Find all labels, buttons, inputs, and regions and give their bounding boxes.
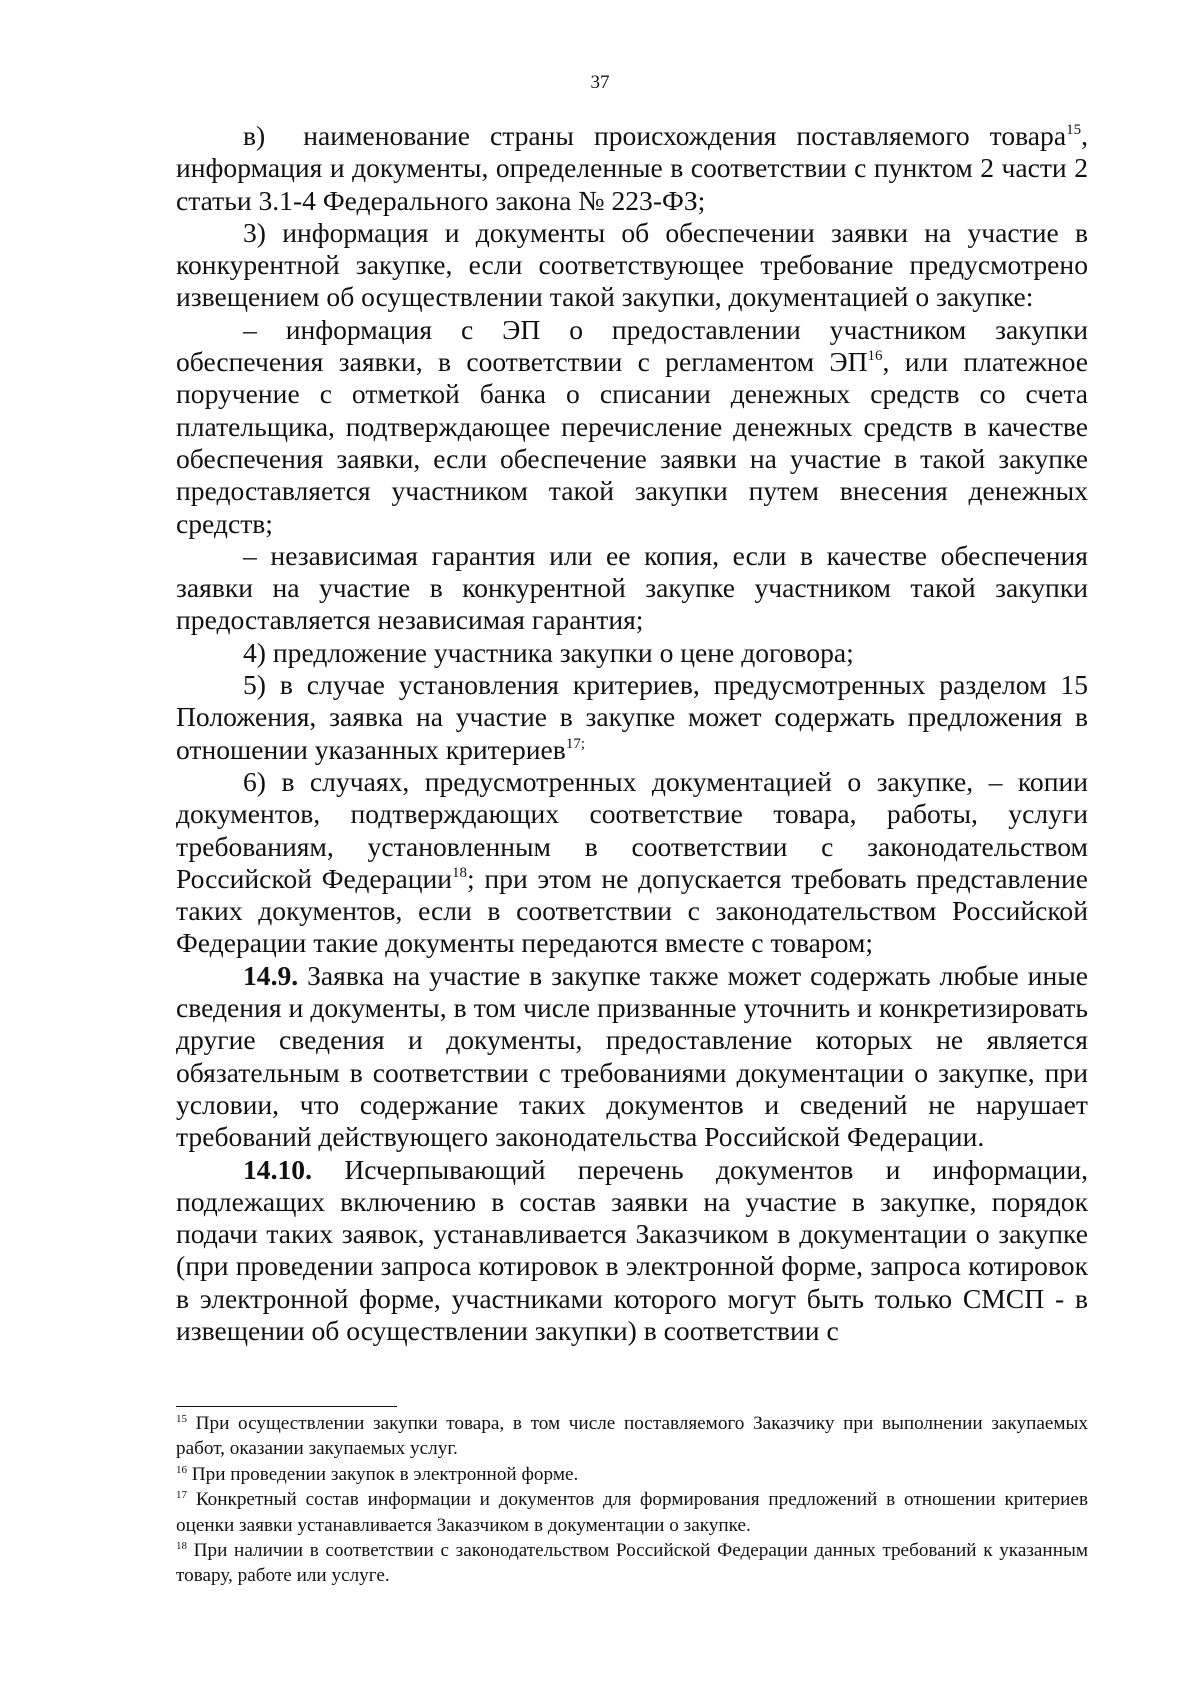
- footnote-16: [176, 1462, 1088, 1487]
- clause-14-10: [176, 1154, 1088, 1348]
- footnote-mark: 18: [176, 1540, 187, 1553]
- paragraph-3: [176, 217, 1088, 314]
- paragraph-4: [176, 637, 1088, 669]
- footnote-mark: 15: [176, 1413, 187, 1425]
- paragraph-text: 6) в случаях, предусмотренных документацией о закупке, – копии документов, подтверждающих соответствие товара, работы, услуги требованиям, установленным в соответствии с законодательством Российской Федерации: [176, 765, 1088, 894]
- clause-text: Исчерпывающий перечень документов и информации, подлежащих включению в состав заявки на участие в закупке, порядок подачи таких заявок, устанавливается Заказчиком в документации о закупке (при проведении запроса котировок в электронной форме, запроса котировок в электронной форме, участниками которого могут быть только СМСП - в извещении об осуществлении закупки) в соответствии с: [176, 1153, 1088, 1346]
- footnote-text: При наличии в соответствии с законодательством Российской Федерации данных требований к указанным товару, работе или услуге.: [176, 1540, 1089, 1587]
- paragraph-text: наименование страны происхождения поставляемого товара: [303, 120, 1067, 151]
- footnote-15: [176, 1411, 1088, 1462]
- paragraph-text-tail: ; при этом не допускается требовать представление таких документов, если в соответствии с законодательством Российской Федерации такие документы передаются вместе с товаром;: [176, 862, 1088, 959]
- paragraph-text: 3) информация и документы об обеспечении заявки на участие в конкурентной закупке, если соответствующее требование предусмотрено извещением об осуществлении такой закупки, документацией о закупке:: [176, 216, 1088, 313]
- footnote-text: При осуществлении закупки товара, в том числе поставляемого Заказчику при выполнении закупаемых работ, оказании закупаемых услуг.: [176, 1413, 1089, 1460]
- document-body: [176, 120, 1088, 1347]
- paragraph-dash-ep: [176, 314, 1088, 540]
- paragraph-text: – независимая гарантия или ее копия, если в качестве обеспечения заявки на участие в конкурентной закупке участником такой закупки предоставляется независимая гарантия;: [176, 539, 1088, 636]
- clause-number: 14.9.: [243, 959, 299, 991]
- footnote-text: Конкретный состав информации и документов для формирования предложений в отношении критериев оценки заявки устанавливается Заказчиком в документации о закупке.: [176, 1489, 1089, 1536]
- footnote-mark: 17: [176, 1489, 187, 1502]
- clause-text: Заявка на участие в закупке также может содержать любые иные сведения и документы, в том числе призванные уточнить и конкретизировать другие сведения и документы, предоставление которых не является обязательным в соответствии с требованиями документации о закупке, при условии, что содержание таких документов и сведений не нарушает требований действующего законодательства Российской Федерации.: [176, 959, 1088, 1153]
- footnote-ref-18: 18: [452, 864, 468, 881]
- paragraph-5: [176, 669, 1088, 766]
- paragraph-v: [176, 120, 1088, 217]
- paragraph-text-tail: , или платежное поручение с отметкой банка о списании денежных средств со счета плательщика, подтверждающее перечисление денежных средств в качестве обеспечения заявки, если обеспечение заявки на участие в такой закупке предоставляется участником такой закупки путем внесения денежных средств;: [176, 346, 1088, 539]
- footnote-ref-15: 15: [1066, 122, 1082, 138]
- paragraph-text-tail: , информация и документы, определенные в соответствии с пунктом 2 части 2 статьи 3.1-4 Федерального закона № 223-ФЗ;: [176, 120, 1088, 216]
- footnote-ref-16: 16: [867, 348, 883, 365]
- paragraph-text: 4) предложение участника закупки о цене договора;: [243, 636, 854, 668]
- paragraph-dash-guarantee: [176, 540, 1088, 637]
- page-number: 37: [590, 72, 610, 93]
- footnotes: [176, 1411, 1088, 1589]
- footnote-text: При проведении закупок в электронной форме.: [191, 1463, 579, 1485]
- list-marker: в): [243, 120, 266, 151]
- footnote-mark: 16: [176, 1463, 187, 1476]
- footnote-18: [176, 1538, 1088, 1589]
- paragraph-6: [176, 766, 1088, 960]
- footnote-separator: [176, 1406, 397, 1407]
- footnote-17: [176, 1487, 1088, 1538]
- footnote-ref-17: 17;: [565, 735, 585, 752]
- paragraph-text: 5) в случае установления критериев, предусмотренных разделом 15 Положения, заявка на участие в закупке может содержать предложения в отношении указанных критериев: [176, 669, 1088, 765]
- paragraph-text: – информация с ЭП о предоставлении участником закупки обеспечения заявки, в соответствии с регламентом ЭП: [176, 313, 1088, 378]
- clause-14-9: [176, 960, 1088, 1154]
- clause-number: 14.10.: [243, 1153, 312, 1185]
